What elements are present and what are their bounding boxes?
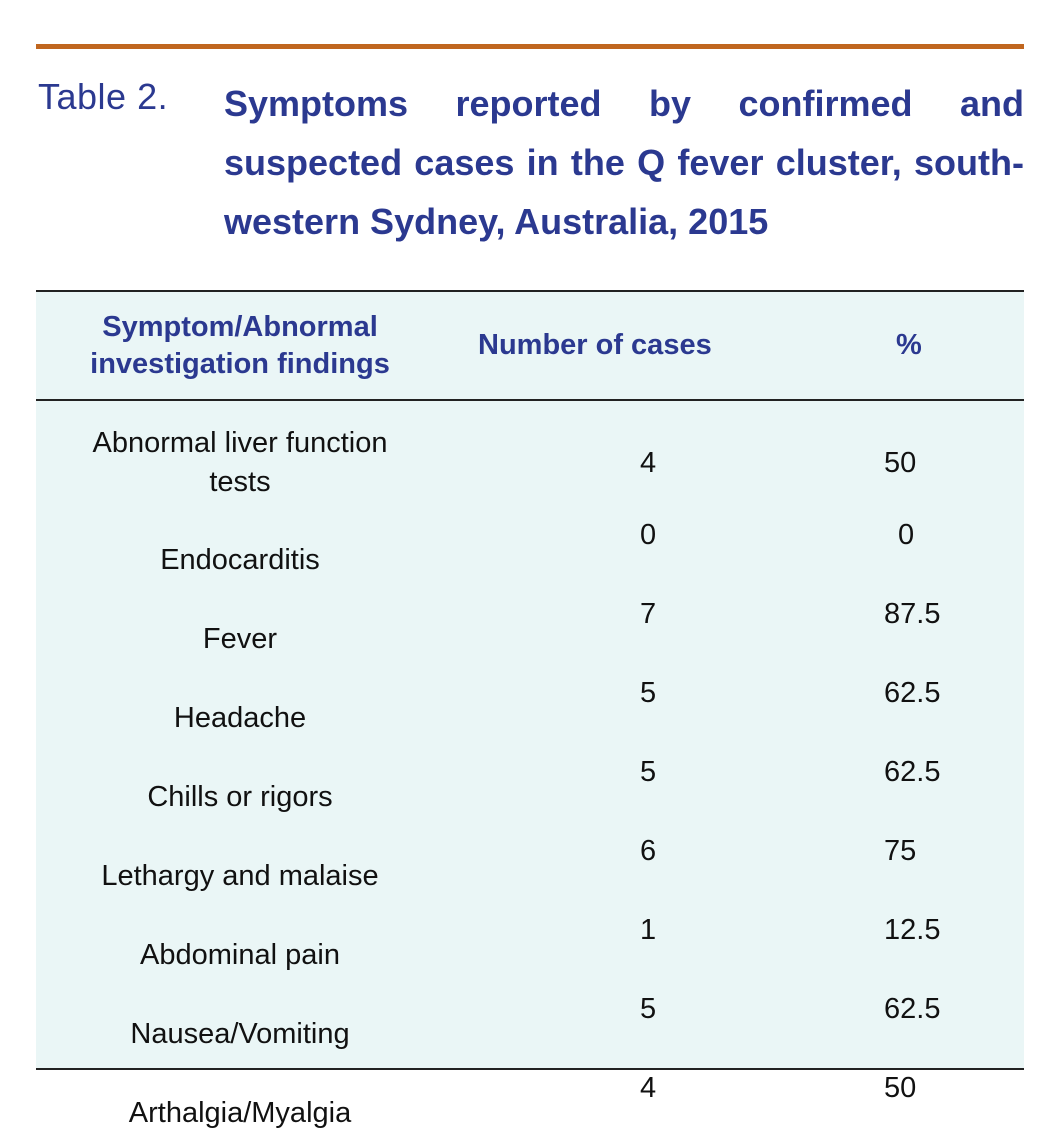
symptom-cell: Lethargy and malaise xyxy=(101,860,379,892)
symptom-cell: Abdominal pain xyxy=(140,939,340,971)
table-row xyxy=(36,981,1024,1060)
percent-cell: 62.5 xyxy=(884,677,941,709)
cases-cell: 0 xyxy=(640,519,657,551)
symptom-cell: Endocarditis xyxy=(160,544,320,576)
cases-cell: 4 xyxy=(640,1072,657,1104)
percent-cell: 62.5 xyxy=(884,993,941,1025)
table-row xyxy=(36,665,1024,744)
top-accent-rule xyxy=(36,44,1024,49)
symptoms-table-container xyxy=(36,290,1024,1129)
cases-cell: 4 xyxy=(640,446,657,479)
percent-cell: 0 xyxy=(898,519,915,551)
table-caption-title: Symptoms reported by confirmed and suspected cases in the Q fever cluster, south-western Sydney, Australia, 2015 xyxy=(224,83,1024,242)
symptoms-table xyxy=(36,292,1024,1139)
percent-cell: 50 xyxy=(884,1072,917,1104)
table-caption-label: Table 2. xyxy=(38,76,169,117)
cases-cell: 5 xyxy=(640,677,657,709)
percent-cell: 62.5 xyxy=(884,756,941,788)
percent-cell: 12.5 xyxy=(884,914,941,946)
table-row xyxy=(36,586,1024,665)
symptom-cell: Headache xyxy=(173,702,307,734)
table-body xyxy=(36,400,1024,1139)
cases-cell: 1 xyxy=(640,914,657,946)
symptom-cell: Abnormal liver function tests xyxy=(92,427,388,498)
cases-cell: 7 xyxy=(640,598,657,630)
cases-cell: 6 xyxy=(640,835,657,867)
percent-cell: 50 xyxy=(884,446,917,479)
percent-cell: 75 xyxy=(884,835,917,867)
table-row xyxy=(36,507,1024,586)
table-row xyxy=(36,823,1024,902)
cases-cell: 5 xyxy=(640,756,657,788)
table-row xyxy=(36,744,1024,823)
header-row xyxy=(36,292,1024,400)
header-percent: % xyxy=(784,292,1024,400)
table-row xyxy=(36,902,1024,981)
table-row xyxy=(36,400,1024,507)
symptom-cell: Fever xyxy=(202,623,278,655)
table-row xyxy=(36,1060,1024,1139)
header-number-of-cases: Number of cases xyxy=(444,292,784,400)
percent-cell: 87.5 xyxy=(884,598,941,630)
table-header xyxy=(36,292,1024,400)
cases-cell: 5 xyxy=(640,993,657,1025)
header-symptom: Symptom/Abnormal investigation findings xyxy=(36,292,444,400)
symptom-cell: Chills or rigors xyxy=(147,781,333,813)
symptom-cell: Nausea/Vomiting xyxy=(130,1018,350,1050)
symptom-cell: Arthalgia/Myalgia xyxy=(128,1097,352,1129)
